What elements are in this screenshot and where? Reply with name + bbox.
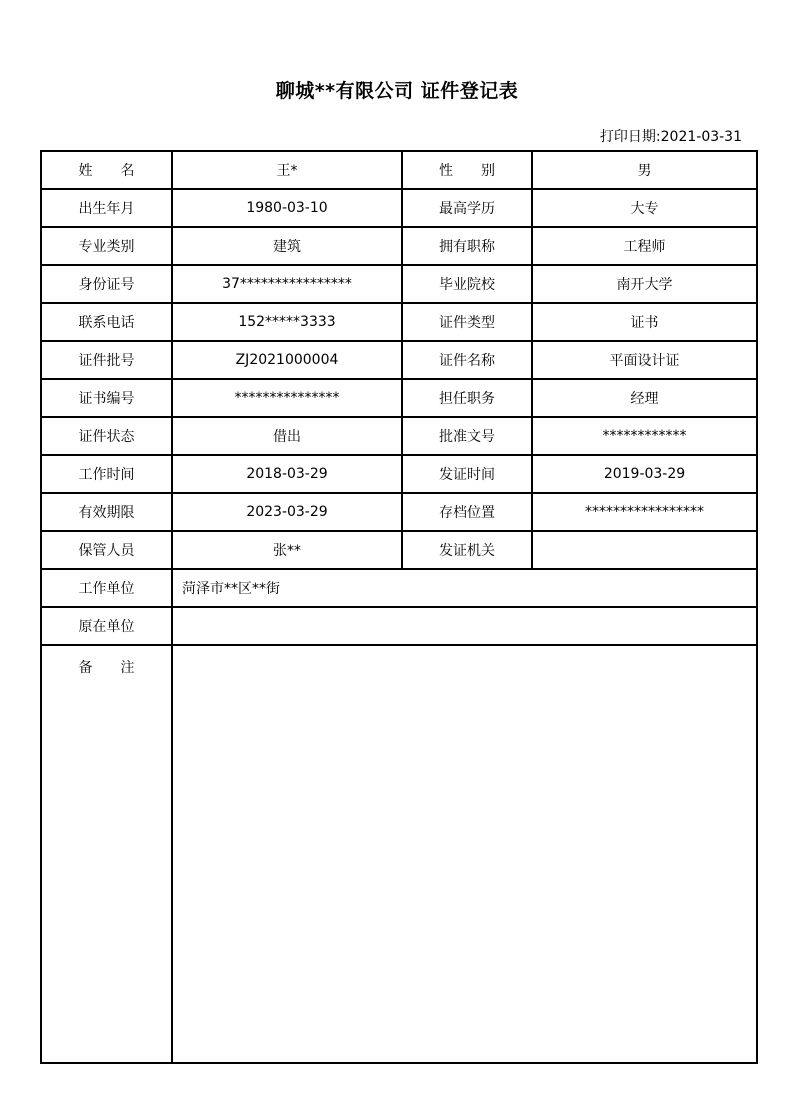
field-value: 王* xyxy=(172,151,402,189)
table-row xyxy=(41,531,757,569)
field-label: 证书编号 xyxy=(41,379,172,417)
field-value: ZJ2021000004 xyxy=(172,341,402,379)
field-label: 保管人员 xyxy=(41,531,172,569)
table-row xyxy=(41,417,757,455)
field-label: 专业类别 xyxy=(41,227,172,265)
table-row-work-unit xyxy=(41,569,757,607)
field-label: 证件状态 xyxy=(41,417,172,455)
field-value: 37**************** xyxy=(172,265,402,303)
field-label: 发证时间 xyxy=(402,455,532,493)
field-value: 2023-03-29 xyxy=(172,493,402,531)
field-label: 性 别 xyxy=(402,151,532,189)
print-date: 打印日期:2021-03-31 xyxy=(599,129,742,145)
field-value: ************ xyxy=(532,417,757,455)
table-row xyxy=(41,493,757,531)
field-value: *************** xyxy=(172,379,402,417)
field-value: 借出 xyxy=(172,417,402,455)
field-label: 存档位置 xyxy=(402,493,532,531)
table-row xyxy=(41,227,757,265)
field-label: 有效期限 xyxy=(41,493,172,531)
table-row xyxy=(41,341,757,379)
field-value: 工程师 xyxy=(532,227,757,265)
field-label: 担任职务 xyxy=(402,379,532,417)
field-label: 联系电话 xyxy=(41,303,172,341)
field-value: 张** xyxy=(172,531,402,569)
field-value: 南开大学 xyxy=(532,265,757,303)
registration-table xyxy=(40,150,758,1064)
work-unit-label: 工作单位 xyxy=(41,569,172,607)
field-value: 平面设计证 xyxy=(532,341,757,379)
page-title: 聊城**有限公司 证件登记表 xyxy=(275,80,519,102)
field-value: ***************** xyxy=(532,493,757,531)
field-label: 拥有职称 xyxy=(402,227,532,265)
table-row xyxy=(41,455,757,493)
field-label: 发证机关 xyxy=(402,531,532,569)
field-value: 建筑 xyxy=(172,227,402,265)
field-value: 2018-03-29 xyxy=(172,455,402,493)
remarks-label: 备 注 xyxy=(41,645,172,1063)
original-unit-value xyxy=(172,607,757,645)
field-value: 1980-03-10 xyxy=(172,189,402,227)
field-value: 男 xyxy=(532,151,757,189)
original-unit-label: 原在单位 xyxy=(41,607,172,645)
remarks-value xyxy=(172,645,757,1063)
table-row-remarks xyxy=(41,645,757,1063)
field-label: 最高学历 xyxy=(402,189,532,227)
table-row xyxy=(41,265,757,303)
field-label: 身份证号 xyxy=(41,265,172,303)
field-label: 证件批号 xyxy=(41,341,172,379)
field-value: 经理 xyxy=(532,379,757,417)
field-label: 出生年月 xyxy=(41,189,172,227)
field-label: 证件名称 xyxy=(402,341,532,379)
table-row xyxy=(41,151,757,189)
table-row xyxy=(41,303,757,341)
table-row-original-unit xyxy=(41,607,757,645)
field-value: 大专 xyxy=(532,189,757,227)
field-value: 152*****3333 xyxy=(172,303,402,341)
table-row xyxy=(41,189,757,227)
work-unit-value: 菏泽市**区**街 xyxy=(172,569,757,607)
field-value: 证书 xyxy=(532,303,757,341)
field-label: 毕业院校 xyxy=(402,265,532,303)
field-label: 工作时间 xyxy=(41,455,172,493)
table-row xyxy=(41,379,757,417)
field-value xyxy=(532,531,757,569)
field-label: 证件类型 xyxy=(402,303,532,341)
field-value: 2019-03-29 xyxy=(532,455,757,493)
field-label: 批准文号 xyxy=(402,417,532,455)
field-label: 姓 名 xyxy=(41,151,172,189)
